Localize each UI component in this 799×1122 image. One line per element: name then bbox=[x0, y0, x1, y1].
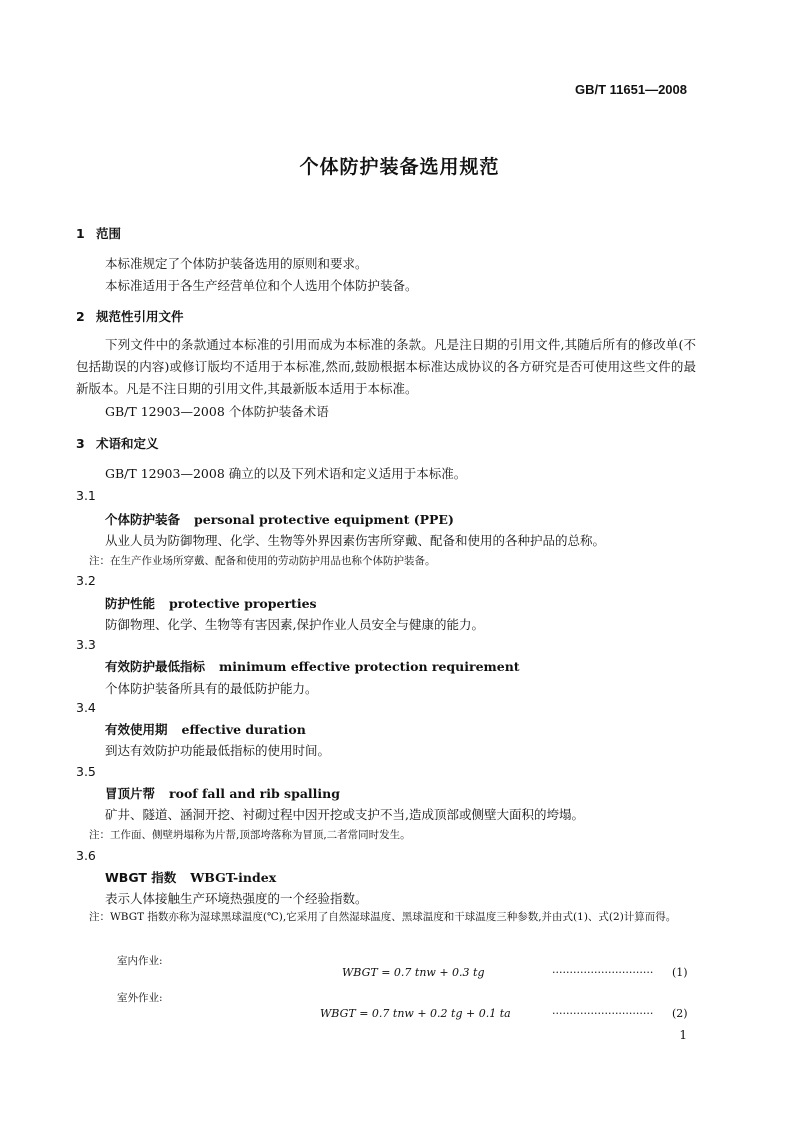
term-zh: 冒顶片帮 bbox=[105, 786, 156, 801]
section-2-heading bbox=[76, 307, 184, 325]
page-title: 个体防护装备选用规范 bbox=[299, 156, 500, 178]
term-definition: 矿井、隧道、涵洞开挖、衬砌过程中因开挖或支护不当,造成顶部或侧壁大面积的垮塌。 bbox=[105, 807, 584, 822]
leader-dots: ····························· bbox=[552, 1007, 654, 1020]
term-heading bbox=[105, 594, 317, 612]
term-en: minimum effective protection requirement bbox=[219, 659, 520, 674]
paragraph: 本标准规定了个体防护装备选用的原则和要求。 bbox=[105, 256, 368, 271]
term-number: 3.6 bbox=[76, 848, 96, 863]
term-number: 3.2 bbox=[76, 573, 96, 588]
paragraph: 下列文件中的条款通过本标准的引用而成为本标准的条款。凡是注日期的引用文件,其随后所有的修改单(不包括勘误的内容)或修订版均不适用于本标准,然而,鼓励根据本标准达成协议的各方研究是否可使用这些文件的最新版本。凡是不注日期的引用文件,其最新版本适用于本标准。 bbox=[76, 337, 696, 396]
term-definition: 防御物理、化学、生物等有害因素,保护作业人员安全与健康的能力。 bbox=[105, 617, 484, 632]
section-1-heading bbox=[76, 224, 121, 242]
note: 注：工作面、侧壁坍塌称为片帮,顶部垮落称为冒顶,二者常同时发生。 bbox=[89, 829, 411, 841]
section-title: 术语和定义 bbox=[96, 436, 159, 451]
paragraph: GB/T 12903—2008 确立的以及下列术语和定义适用于本标准。 bbox=[105, 466, 467, 481]
term-heading bbox=[105, 510, 454, 528]
term-number: 3.1 bbox=[76, 488, 96, 503]
standard-code: GB/T 11651—2008 bbox=[574, 82, 687, 97]
term-en: WBGT-index bbox=[190, 870, 277, 885]
section-number: 1 bbox=[76, 226, 85, 241]
paragraph: 本标准适用于各生产经营单位和个人选用个体防护装备。 bbox=[105, 278, 418, 293]
term-heading bbox=[105, 720, 306, 738]
formula-outdoor: WBGT = 0.7 tnw + 0.2 tg + 0.1 ta bbox=[320, 1007, 511, 1020]
term-definition: 到达有效防护功能最低指标的使用时间。 bbox=[105, 743, 331, 758]
term-number: 3.3 bbox=[76, 637, 96, 652]
term-en: protective properties bbox=[169, 596, 317, 611]
formula-number: (2) bbox=[672, 1007, 688, 1020]
term-zh: 有效使用期 bbox=[105, 722, 168, 737]
note: 注：在生产作业场所穿戴、配备和使用的劳动防护用品也称个体防护装备。 bbox=[89, 555, 436, 567]
term-number: 3.4 bbox=[76, 700, 96, 715]
term-zh: 防护性能 bbox=[105, 596, 156, 611]
term-heading bbox=[105, 784, 340, 802]
formula-label-outdoor: 室外作业: bbox=[117, 992, 163, 1004]
section-title: 规范性引用文件 bbox=[96, 309, 184, 324]
section-3-heading bbox=[76, 434, 159, 452]
section-number: 3 bbox=[76, 436, 85, 451]
page-number: 1 bbox=[679, 1028, 687, 1042]
section-number: 2 bbox=[76, 309, 85, 324]
term-definition: 个体防护装备所具有的最低防护能力。 bbox=[105, 681, 318, 696]
term-zh: WBGT 指数 bbox=[105, 870, 177, 885]
term-en: roof fall and rib spalling bbox=[169, 786, 340, 801]
term-zh: 有效防护最低指标 bbox=[105, 659, 206, 674]
note: 注：WBGT 指数亦称为湿球黑球温度(℃),它采用了自然湿球温度、黑球温度和干球温度三种参数,并由式(1)、式(2)计算而得。 bbox=[89, 911, 677, 923]
formula-indoor: WBGT = 0.7 tnw + 0.3 tg bbox=[342, 966, 485, 979]
term-heading bbox=[105, 657, 520, 675]
term-heading bbox=[105, 868, 276, 886]
term-number: 3.5 bbox=[76, 764, 96, 779]
leader-dots: ····························· bbox=[552, 966, 654, 979]
term-definition: 从业人员为防御物理、化学、生物等外界因素伤害所穿戴、配备和使用的各种护品的总称。 bbox=[105, 533, 606, 548]
term-zh: 个体防护装备 bbox=[105, 512, 181, 527]
section-title: 范围 bbox=[96, 226, 122, 241]
formula-label-indoor: 室内作业: bbox=[117, 955, 163, 967]
term-en: personal protective equipment (PPE) bbox=[194, 512, 454, 527]
formula-number: (1) bbox=[672, 966, 688, 979]
term-en: effective duration bbox=[181, 722, 306, 737]
reference-entry: GB/T 12903—2008 个体防护装备术语 bbox=[105, 404, 329, 419]
term-definition: 表示人体接触生产环境热强度的一个经验指数。 bbox=[105, 891, 368, 906]
